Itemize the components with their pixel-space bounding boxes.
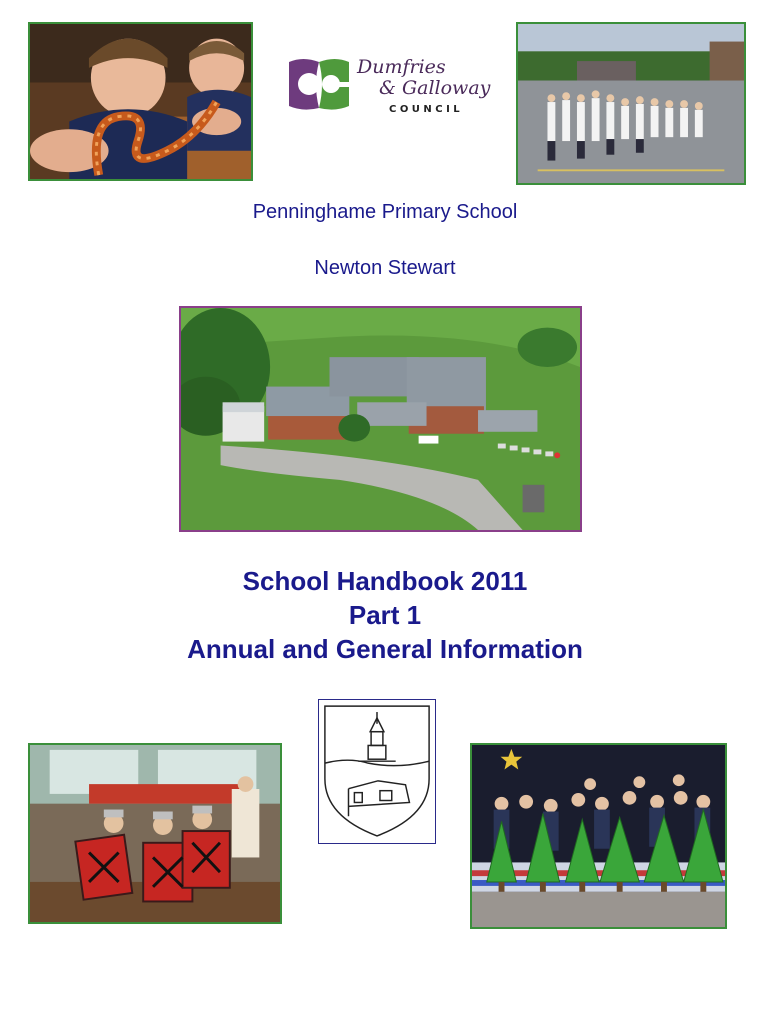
dumfries-galloway-council-logo bbox=[285, 52, 500, 116]
handbook-title bbox=[0, 564, 770, 666]
photo-roman-costumes bbox=[28, 743, 282, 924]
title-line-3: Annual and General Information bbox=[187, 634, 583, 664]
photo-children-with-snake bbox=[28, 22, 253, 181]
school-crest bbox=[318, 699, 436, 844]
council-name-line2: & Galloway bbox=[379, 77, 491, 99]
photo-christmas-show bbox=[470, 743, 727, 929]
title-line-1: School Handbook 2011 bbox=[242, 566, 528, 596]
photo-playground-group bbox=[516, 22, 746, 185]
title-line-2: Part 1 bbox=[348, 600, 422, 630]
council-name-line3: C O U N C I L bbox=[389, 104, 460, 115]
council-emblem-icon bbox=[287, 58, 349, 110]
photo-aerial-school bbox=[179, 306, 582, 532]
shield-icon bbox=[325, 706, 429, 836]
school-town: Newton Stewart bbox=[314, 257, 456, 279]
school-name: Penninghame Primary School bbox=[252, 201, 518, 223]
council-name-line1: Dumfries bbox=[357, 56, 446, 78]
